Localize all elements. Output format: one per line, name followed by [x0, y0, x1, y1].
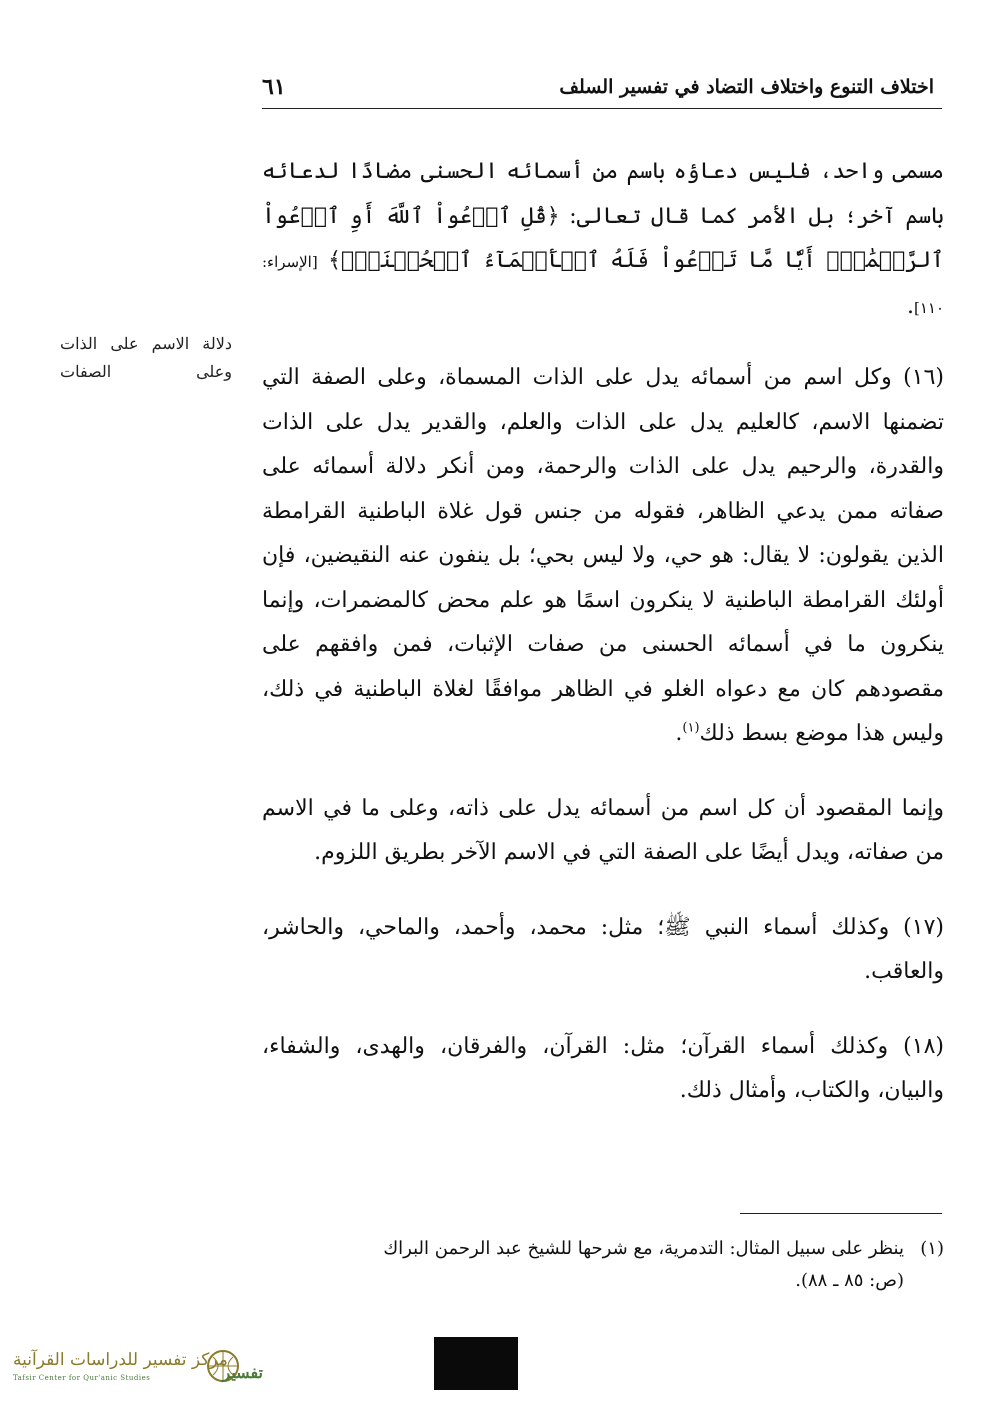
paragraph-5: (١٨) وكذلك أسماء القرآن؛ مثل: القرآن، والفرقان، والهدى، والشفاء، والبيان، والكتاب، وأمثال ذلك. [262, 1033, 944, 1103]
footnote-divider [740, 1213, 942, 1214]
page-number: ٦١ [262, 74, 286, 100]
paragraph-1-text: مسمى واحد، فليس دعاؤه باسم من أسمائه الحسنى مضادًا لدعائه باسم آخر؛ بل الأمر كما قال تعالى: [262, 159, 944, 229]
black-box [434, 1337, 518, 1390]
margin-note: دلالة الاسم على الذات وعلى الصفات [60, 334, 232, 381]
paragraph-1-end: . [906, 293, 914, 319]
footnote-text: ينظر على سبيل المثال: التدمرية، مع شرحها للشيخ عبد الرحمن البراك [383, 1238, 904, 1259]
tafsir-center-logo [5, 1348, 265, 1388]
verse-reference: [الإسراء: ١١٠] [262, 253, 944, 317]
logo-emblem-text: تفسير [222, 1363, 263, 1382]
paragraph-4: (١٧) وكذلك أسماء النبي ﷺ؛ مثل: محمد، وأحمد، والماحي، والحاشر، والعاقب. [262, 914, 944, 984]
paragraph-3: وإنما المقصود أن كل اسم من أسمائه يدل على ذاته، وعلى ما في الاسم من صفاته، ويدل أيضًا على الصفة التي في الاسم الآخر بطريق اللزوم. [262, 795, 944, 865]
logo-arabic-text: مركز تفسير للدراسات القرآنية [13, 1350, 228, 1370]
running-title: اختلاف التنوع واختلاف التضاد في تفسير السلف [559, 76, 934, 98]
paragraph-1 [262, 150, 944, 330]
page-header [262, 70, 942, 109]
logo-english-text: Tafsir Center for Qur'anic Studies [13, 1374, 151, 1382]
paragraph-2-end: . [675, 721, 683, 746]
paragraph-2 [262, 356, 944, 757]
footnote-continuation: (ص: ٨٥ ـ ٨٨). [795, 1270, 904, 1291]
footnote-number: (١) [920, 1238, 944, 1259]
logo-emblem-icon [201, 1348, 265, 1388]
quran-verse: ﴿قُلِ ٱدۡعُواْ ٱللَّهَ أَوِ ٱدۡعُواْ ٱلرَّحۡمَٰنَۖ أَيّٗا مَّا تَدۡعُواْ فَلَهُ ٱلۡأَسۡمَآءُ ٱلۡحُسۡنَىٰۚ﴾ [262, 203, 944, 273]
main-text [262, 150, 944, 1144]
footnote [262, 1233, 944, 1297]
footnote-reference[interactable]: (١) [682, 720, 700, 736]
paragraph-2-text: (١٦) وكل اسم من أسمائه يدل على الذات المسماة، وعلى الصفة التي تضمنها الاسم، كالعليم يدل على الذات والعلم، والقدير يدل على الذات والقدرة، والرحيم يدل على الذات والرحمة، ومن أنكر دلالة أسمائه على صفاته ممن يدعي الظاهر، فقوله من جنس قول غلاة الباطنية القرامطة الذين يقولون: لا يقال: هو حي، ولا ليس بحي؛ بل ينفون عنه النقيضين، فإن أولئك القرامطة الباطنية لا ينكرون اسمًا هو علم محض كالمضمرات، وإنما ينكرون ما في أسمائه الحسنى من صفات الإثبات، فمن وافقهم على مقصودهم كان مع دعواه الغلو في الظاهر موافقًا لغلاة الباطنية في ذلك، وليس هذا موضع بسط ذلك [262, 365, 944, 746]
